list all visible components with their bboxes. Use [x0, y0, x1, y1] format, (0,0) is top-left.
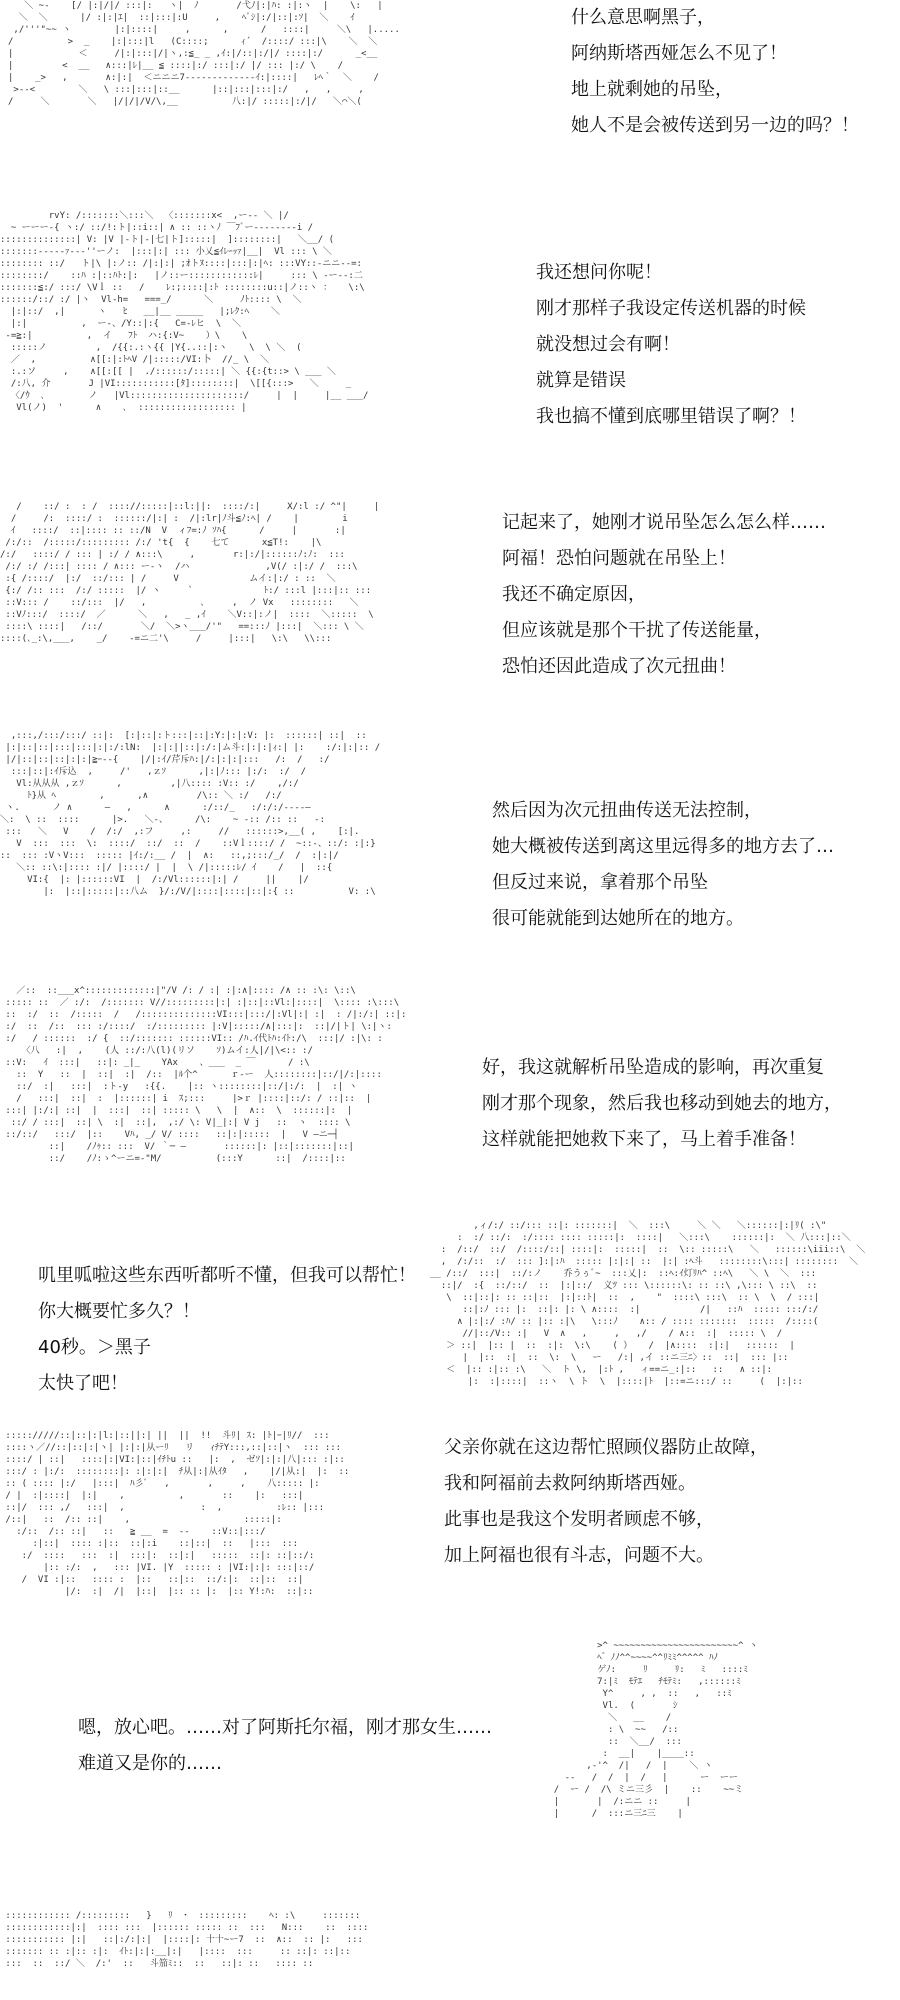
dialog-line: 什么意思啊黑子，	[571, 7, 715, 28]
dialog-line: 然后因为次元扭曲传送无法控制，	[492, 800, 762, 821]
dialog-line: 此事也是我这个发明者顾虑不够，	[444, 1509, 714, 1530]
dialog-panel-8	[78, 1710, 492, 1782]
dialog-panel-3	[502, 505, 826, 685]
dialog-line: 父亲你就在这边帮忙照顾仪器防止故障，	[444, 1437, 768, 1458]
panel-3	[0, 495, 900, 715]
panel-6	[0, 1220, 900, 1430]
dialog-panel-4	[492, 793, 834, 937]
ascii-art-figures: / ::/ : : / :::://:::::|::l:||: ::::/:| X/:l :/ ^"| | / /: ::::/ : ::::::/|:| : /|:lr|ﾉ斗≦ﾉ:ﾍ| / | i ｲ ::::/ ::|:::: :: ::/N V ィﾌ=:ﾉ ｿﾊ{ / | :| /:/:: /:::::/::::::::: /:/ 't{ { 七て x≦T!: |\ /:/ ::::/ / ::: | :/ / ∧:::\ , r:|:/|::::::ﾉ:ﾉ: ::: /:/ :/ /:::| :::: / ∧::: ー-ヽ /ハ ,V(/ :|:/ / :::\ :{ /::::/ |:/ ::/::: | / V ムイ:|:/ : :: ＼ {:/ /:: ::: /:/ ::::: |/ ヽ ` ﾄ:/ :::l |:::|:: ::: ::V::: / ::/::: |/ , ､ , ノ Vx :::::::: ＼ ::Vﾉ:::/ ::::/ ／ ＼ , _ ,ｲ ＼V::|:ノ| :::: ＼::::: \ ::::\ ::::| /::/ ＼/ ＼>ヽ___/'" ==:::ﾉ |:::| ＼::: \ ＼ ::::(､_:\,___, _/ -=ニ二'\ / |:::| \:\ \\:::	[0, 502, 380, 644]
dialog-line: 她人不是会被传送到另一边的吗？！	[571, 115, 859, 136]
dialog-line: 太快了吧！	[38, 1373, 128, 1394]
dialog-line: 刚才那样子我设定传送机器的时候	[536, 298, 806, 319]
dialog-line: 我还想问你呢！	[536, 262, 662, 283]
dialog-line: 刚才那个现象，然后我也移动到她去的地方，	[482, 1093, 842, 1114]
panel-2	[0, 200, 900, 490]
dialog-line: 我和阿福前去救阿纳斯塔西娅。	[444, 1473, 696, 1494]
ascii-art-figures: ::::://///::|::|:|l:|::||:| || || !! 斗ﾘ| ｽ: |ﾄ|ｰ|ﾘ// ::: ::::ヽ／//::|::|:|ヽ| |:|:|从ーﾘ リ ｨﾁﾃY:::,::|::|ヽ ::: ::: ::::/ | ::| ::::|:|VI:|::|ｲﾁﾄu :: |: , ゼｿ|:|:|八|::: :|:: :::/ : |:/: ::::::::|: :|:|:| ﾁ从|:|从ｲﾀ , |/|从:| |: :: :: ( :::: |:/ |:::| ﾊ彡ﾞ , , , 八::::: |: / | :|::::| |:| , , :: |: :::| ::|/ ::: ,/ :::| , : , :ﾚ:: |::: /::| :: /:: ::| , :::::|: :/:: /:: ::| :: ≧ __ = ‐‐ ::V::|:::/ :|::| :::: :|:: ::|:i ::|::| :: |::: ::: :/ :::: ::: :| :::|: ::|:| ::::: ::|: ::|::/: |:: :/: , ::: |VI. |Y ::::: : |VI:|:|: :::|::/ / VI :|:: :::: : |:: ::|:: ::/:|: ::|:: ::| |/: :| /| |::| |:: :: |: |:: Y!:ﾊ: ::|::	[5, 1431, 350, 1597]
panel-5	[0, 980, 900, 1220]
dialog-panel-5	[482, 1050, 842, 1158]
panel-1	[0, 0, 900, 190]
dialog-line: 你大概要忙多久？！	[38, 1301, 200, 1322]
dialog-line: 恐怕还因此造成了次元扭曲！	[502, 656, 736, 677]
ascii-art-figures: ,ィ/:/ ::/::: ::|: :::::::| ＼ :::\ ＼ ＼ ＼::::::|:|ﾘ( :\" : :/ ::/: :/:::: :::: :::::|: ::::| ＼:::\ ::::::|: ＼ 八:::|::＼ : /::/ ::/ /::::/::| ::::|: :::::| :: \:: :::::\ ＼ ::::::\iii::\ ＼ , /:/:: :/ ::: ]:|:ﾊ ::::: |:|:| :: |:| :ﾍ斗 ::::::::\:::| :::::::: ＼ __ /::/ :::| ::/:ノ 乔うぅﾞ~ :::乂|: ::ﾍ:ｲ灯ﾘﾊ^ ::ﾍ\ ＼ \ ＼ ::: ::|/ :{ ::/::/ :: |:|::/ 义ﾂ ::: \::::::\: :: ::\ ,\::: \ ::\ :: \ ::|::|: :: ::|:: |:|::ﾄ| :: , " ::::\ :::\ :: \ \ / :::| ::|:ﾉ ::: |: ::|: |: \ ∧:::: :| /| ::ﾊ ::::: :::/:/ ∧ |:|:/ :ﾊ/ :: |:: :|\ \:::ﾉ ∧:: / :::: ::::::: ::::: /::::( //|::/V:: :| V ∧ , , ,/ / ∧:: :| ::::: \ / ＞ ::| |:: | :: :|: \:\ ( ） / |∧:::: :|:| :::::: | | |:: :| :: \: \ ー /:| ,イ ::ニ三ﾆ〉:: ::| ::: |:: ＜ |:: :|:: :\ ＼ ト \, |:ﾄ , ィ==ニ_:|:: :: ∧ ::|: |: :|::::| ::ヽ \ ト \ |::::|ﾄ |::=ニ:::/ :: ( |:|::	[430, 1221, 866, 1387]
dialog-line: 我还不确定原因，	[502, 584, 646, 605]
dialog-panel-2	[536, 255, 806, 435]
dialog-line: 但应该就是那个干扰了传送能量，	[502, 620, 772, 641]
dialog-line: 这样就能把她救下来了，马上着手准备！	[482, 1129, 806, 1150]
dialog-line: 叽里呱啦这些东西听都听不懂，但我可以帮忙！	[38, 1265, 416, 1286]
ascii-art-figures: rvY: /:::::::＼:::＼ 〈:::::::x< ,ー‐‐ ＼ |/ ~ ーーー-{ ヽ:/ ::/!:ト|::i::| ∧ :: ::ヽﾉ ￣ﾌﾞー--------i / ::::::::::::::| V: |V |-ト|-|七|ト]:::::| ]::::::::| ＼__/ ( :::::::-----ｧ---''ーノ: |:::|:| ::: 小乂≦ｲﾚｰｯｧ|__| Vl ::: \ ＼ :::::::: ::/ ト|\ |:ノ:: /|:|:| ;ｵトﾇ::::|:::|:|ﾍ: :::VY::‐ニニ--=: ::::::::/ ::ﾊ :|::ﾊﾄ:|: |ノ::ー::::::::::::ﾚ| ::: \ -ー--:二 :::::::≦:/ :::/ \Vｌ :: / ﾚ:;::::|:ﾄ ::::::::u::|ノ::ヽ ： \:\ ::::::/::/ :/ |ヽ Vl-h= ===_/ ＼ ﾉﾄ:::: \ ＼ |:|::/ ,| ヽ ﾋ __|__ _____ |;ﾚｸ:ﾍ ＼ |:| , ー-、/Y::|:{ C=-ﾚヒ \ ＼ ‐=≧:| , イ ﾌﾄ ハ:{:V~ ）\ \ :::::ノ , /{{:.:ヽ{{ |Y{..::|:ヽ \ \ ＼ ( ／ , ∧[[:|:ﾄﾍV /|:::::/VI:卜 //_ \ ＼ :.:ソ , ∧[[:[[ | ./::::::/:::::| ＼ {{:{t::> \ ___ ＼ /:八, 介 J |VI:::::::::::[ﾀ]::::::::| \[[{:::> ＼ _ 〈/ｳ ､ ノ |Vl:::::::::::::::::::::/ | | |__ ___/ Vl(ノ) ' ∧ ､ :::::::::::::::::: |	[0, 211, 369, 413]
dialog-line: 难道又是你的……	[78, 1753, 222, 1774]
dialog-line: 阿纳斯塔西娅怎么不见了！	[571, 43, 787, 64]
panel-7	[0, 1430, 900, 1670]
dialog-line: 我也搞不懂到底哪里错误了啊？！	[536, 406, 806, 427]
ascii-art-figures: ／:: ::___x^:::::::::::::|"/V /: / :| :|:∧|:::: /∧ :: :\: \::\ ::::: :: ／ :/: /::::::: V//:::::::::|:| :|::|::Vl:|::::| \:::: :\:::\ :: :/ :: /::::: / /::::::::::::::VI:::|:::/|:Vl|:| :| : /|:/:| ::|: :/ :: /:: ::: :/::::/ :/::::::::: |:V|:::::/∧|:::|: ::|/|ト| \:|ヽ: :/ / :::::: :/ { ::/::::::: ::::::VI:: /ﾊ.ｲ代ﾄﾊ:ｲﾄ:/\ :::|/ :|\: : 〈八 :| , (人 ::/:八(l)(リソ ｿ)ムイ:人|/|\<:: :/ ::V: ｲ :::| ::|: _|_ YAx 、___ _ ￣ / :\ :: Y :: | ::| :| /:: |ﾙ个^ ｒ-ー 人::::::::|::/|/:|:::: ::/ :| :::| :ト-y :{{. |:: ヽ::::::::|::/|:/: | :| ヽ / :::| ::| : |::::::| i ｽ;::: |>ｒ |::::|::/: / ::|:: | :::| |:/:| ::| | :::| ::| ::::: \ \ | ∧:: \ ::::::|: | ::/ / :::| ::| \ :| ::|, ,:/ \: V|_|:| V j :: ヽ :::: \ ::/::/ :::/ |:: Vﾊ, _/ V/ :::: ::|:|::::: | V ―ニ─┤ ::| /ﾉｩ:: ::: V/ ｀─ ― ::::::|: |::|:::::::|::| ::/ /ﾉ:ゝ^ーニ=-"M/ (:::Y ::| /::::|::	[5, 986, 407, 1164]
dialog-panel-7	[444, 1430, 768, 1574]
dialog-line: 阿福！恐怕问题就在吊坠上！	[502, 548, 736, 569]
panel-8	[0, 1640, 900, 1890]
dialog-line: 加上阿福也很有斗志，问题不大。	[444, 1545, 714, 1566]
panel-9	[0, 1910, 900, 2000]
dialog-line: 嗯，放心吧。……对了阿斯托尔福，刚才那女生……	[78, 1717, 492, 1738]
dialog-line: 好，我这就解析吊坠造成的影响，再次重复	[482, 1057, 824, 1078]
dialog-panel-1	[571, 0, 859, 144]
ascii-art-figures: :::::::::::: /::::::::: } ﾘ ･ ::::::::: ﾍ: :\ ::::::: ::::::::::::|:| :::: ::: |:::::: ::::: :: ::: N::: :: :::: ::::::::::: |:| ::|:/:|:| |::::|: 十十~ー7 :: ∧:: :: |: ::: ::::::: :: :|:: :|: ｲﾄ:|:|:__|:| |:::: ::: :: ::|: ::|:: ::: :: ::/ ＼ /:' :: 斗笳ﾐ:: :: ::|: :: :::: ::	[5, 1911, 369, 1969]
dialog-line: 就算是错误	[536, 370, 626, 391]
dialog-line: 40秒。＞黑子	[38, 1337, 151, 1358]
dialog-panel-6	[38, 1258, 416, 1402]
dialog-line: 很可能就能到达她所在的地方。	[492, 908, 744, 929]
ascii-art-figures: ＼ ~- [/ |:|/|/ :::|: ヽ| ﾉ /弋ﾉ|:|ﾊ: :|:ヽ | \: | ＼ ＼ |/ :|:|ｴ| ::|:::|:U , ﾍﾞｼ|:/|::|:ｿ| ＼ ｲ ,/'''"~~ ヽ |:|::::| , , / ::::| ＼\ |..... / > _ |:|:::|l (C::::; ｨ´ /::::/ :::|\ ＼ ＼ | ＜ /|:|:::|/|ヽ,:≦_ _ ,ｲ:|/::|:/|/ ::::|:/ _<__ | < __ ∧:::|ﾚ|__ ≦ ::::|:/ :::|:/ |/ ::: |:/ \ / | _> , ∧:|:| ＜ニニニ7-------------ｲ:|::::| ﾚﾍ｀ ＼ / >--< ＼ \ :::|:::|::__ |::|:::|:::|:/ , , , / ＼ ＼ |/|/|/V/\,__ 八:|/ :::::|:/|/ ＼⌒＼(	[8, 1, 400, 107]
ascii-art-figures: ,:::,/:::/:::/ ::|: [:|::|:ト:::|::|:Y:|:|:V: |: ::::::| ::| :: |:|::|::|:::|:::|:|:/:lN: |:|:||::|:/:|ム斗:|:|:|ｨ:| |: :/:|:|:: / |/|::|::|::|:|:|≧ｰ--{ |/|:ｲ/芹斥ﾊ:|/:|:|:|::: /: / :/ :::|::|:ｲ斥込 , /' ,ｚｿ ,|:|ﾉ::: |:/: :/ / Vl:从从从 ,ｚｿ , ,|八:::: :V:: :/ ,/:/ ﾄ}从 ﾍ , ,∧ /\:: ＼ :/ /:/ ヽ. ノ ∧ ― , ∧ :/::/_ :/:/:/----― ＼: \ :: :::: |>. ＼-、 /\: ~ -:: /:: :: -: ::: ＼ V / /:/ ,:フ ,: // ::::::>,__( , [:|. V ::: ::: \: ::::/ ::/ :: / ::Vｌ::::/ / ~::-、::/: :|:} :: ::: :VヽV::: ::::: |ｲ:/:__ / | ∧: ::,;:::/_/ / :|:|/ ＼:: ::\:|:::: :|/ |::::/ | | \ /|:::::ﾚ/ ｲ / | ::{ VI:{ |: |::::::VI | /:/Vl::::::|:| / || |/ |: |::|:::::|::八ム }/:/V/|::::|::::|::|:{ :: V: :\	[0, 731, 381, 897]
panel-4	[0, 725, 900, 970]
dialog-line: 记起来了，她刚才说吊坠怎么怎么样……	[502, 512, 826, 533]
ascii-art-figure: >^ ~~~~~~~~~~~~~~~~~~~~~~~^ ヽ ﾍ゛ﾉﾉ^^~~~~^^ﾘﾐﾐ^^^^^ ﾊﾉ ゲﾉ: ﾘ ﾘ: ﾐ ::::ﾐ 7:|ﾐ ﾓﾃｴ ﾁﾓﾃﾐ: ,::::::ﾐ Y^ , , :: , ::ﾐ Vl. ( ｼ ＼ __ / : \ ~~ /:: :: ＼__/ ::: : __| |____:: ,-'^ /| / | ＼ ヽ -- / / | / | ー ーー / ー / /\ ミニ三彡 | :: ~~ミ | | /:ニニ :: | | / :::ニ三ﾆ三 |	[553, 1641, 758, 1819]
dialog-line: 她大概被传送到离这里远得多的地方去了…	[492, 836, 834, 857]
dialog-line: 地上就剩她的吊坠，	[571, 79, 733, 100]
dialog-line: 但反过来说，拿着那个吊坠	[492, 872, 708, 893]
dialog-line: 就没想过会有啊！	[536, 334, 680, 355]
